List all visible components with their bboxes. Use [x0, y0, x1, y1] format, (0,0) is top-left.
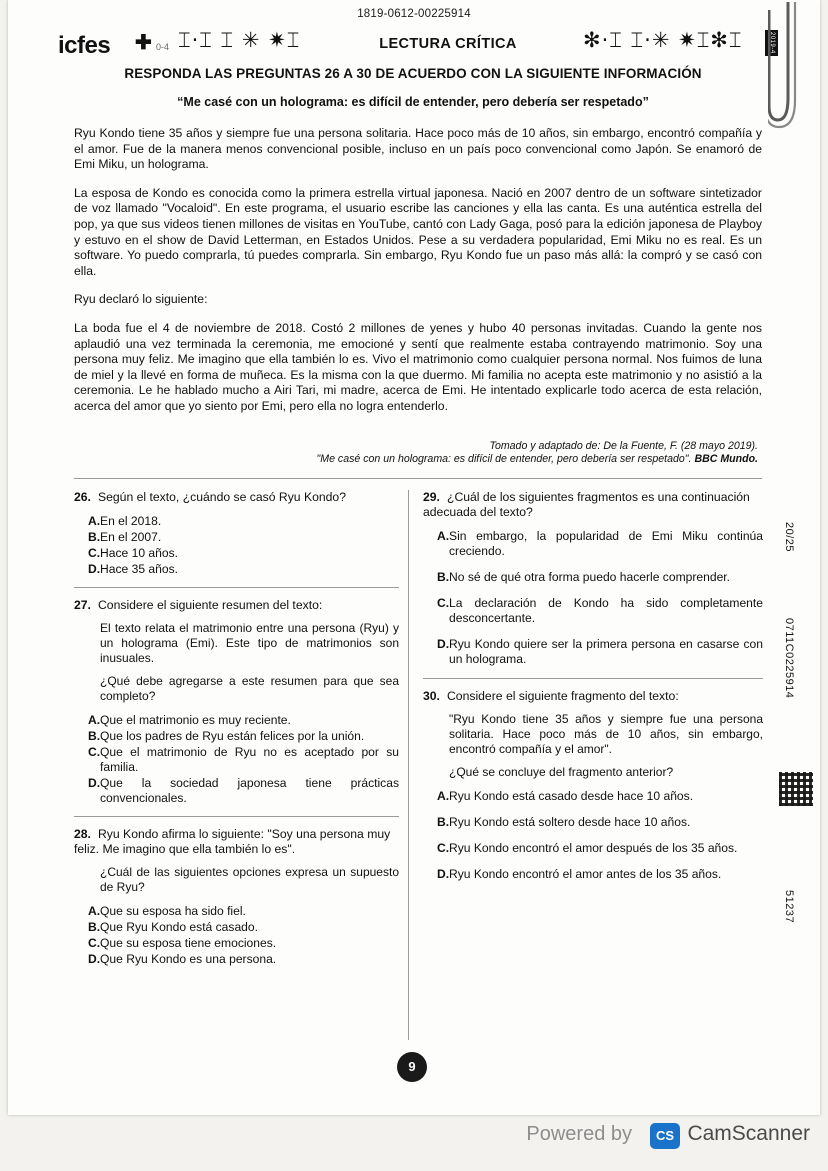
question-28 [74, 827, 399, 967]
question-number: 30. [423, 689, 440, 703]
option-c[interactable] [74, 745, 399, 775]
option-letter: D. [88, 952, 101, 966]
source-publication: BBC Mundo. [694, 453, 758, 465]
options-list [74, 904, 399, 967]
option-d[interactable] [74, 776, 399, 806]
option-text: En el 2018. [100, 514, 162, 528]
margin-code-2: 0711C0225914 [783, 618, 795, 699]
source-citation [258, 440, 758, 466]
question-30 [423, 689, 763, 882]
option-c[interactable] [74, 936, 399, 951]
option-letter: C. [88, 745, 101, 759]
option-a[interactable] [423, 789, 763, 804]
passage-paragraph: Ryu Kondo tiene 35 años y siempre fue una persona solitaria. Hace poco más de 10 años, sin embargo, encontró compañía y el amor. Fue de la manera menos convencional posible, incluso en un país poco convencional como Japón. Se enamoró de Emi Miku, un holograma. [74, 126, 762, 172]
option-text: Que los padres de Ryu están felices por la unión. [100, 729, 365, 743]
reading-passage [74, 126, 762, 428]
source-line-1: Tomado y adaptado de: De la Fuente, F. (28 mayo 2019). [489, 440, 758, 452]
question-heading [74, 490, 399, 505]
question-separator [74, 587, 399, 588]
option-letter: C. [437, 841, 450, 855]
option-text: Que Ryu Kondo está casado. [100, 920, 258, 934]
option-letter: B. [437, 815, 450, 829]
passage-paragraph: Ryu declaró lo siguiente: [74, 292, 208, 307]
question-prompt: ¿Qué debe agregarse a este resumen para que sea completo? [100, 674, 399, 703]
option-letter: A. [88, 904, 101, 918]
camscanner-watermark [0, 1117, 828, 1157]
option-text: Que su esposa tiene emociones. [100, 936, 277, 950]
document-top-code: 1819-0612-00225914 [357, 8, 471, 20]
option-letter: B. [88, 920, 101, 934]
option-a[interactable] [74, 713, 399, 728]
instruction-line: RESPONDA LAS PREGUNTAS 26 A 30 DE ACUERDO CON LA SIGUIENTE INFORMACIÓN [124, 66, 702, 81]
question-stem: Considere el siguiente fragmento del texto: [447, 689, 679, 703]
question-excerpt: El texto relata el matrimonio entre una persona (Ryu) y un holograma (Emi). Este tipo de matrimonios son inusuales. [100, 621, 399, 665]
question-heading [423, 490, 763, 520]
option-letter: D. [437, 867, 450, 881]
option-letter: B. [88, 729, 101, 743]
options-list [74, 713, 399, 806]
reading-title: “Me casé con un holograma: es difícil de entender, pero debería ser respetado” [177, 95, 649, 109]
camscanner-name: CamScanner [687, 1122, 810, 1145]
option-letter: C. [88, 936, 101, 950]
option-text: No sé de qué otra forma puedo hacerle comprender. [449, 570, 731, 584]
option-letter: B. [88, 530, 101, 544]
test-title: LECTURA CRÍTICA [379, 36, 517, 52]
option-d[interactable] [423, 867, 763, 882]
option-a[interactable] [74, 904, 399, 919]
option-b[interactable] [74, 920, 399, 935]
source-line-2: "Me casé con un holograma: es difícil de entender, pero debería ser respetado". [316, 453, 692, 465]
question-number: 27. [74, 598, 91, 612]
option-letter: C. [88, 546, 101, 560]
option-text: Hace 35 años. [100, 562, 178, 576]
option-letter: B. [437, 570, 450, 584]
option-text: Ryu Kondo está casado desde hace 10 años. [449, 789, 694, 803]
question-27 [74, 598, 399, 806]
icfes-star-icon: ✚ [135, 32, 152, 54]
camscanner-logo-icon: CS [650, 1123, 680, 1149]
section-divider [74, 478, 762, 479]
option-text: Ryu Kondo encontró el amor después de los 35 años. [449, 841, 738, 855]
question-separator [423, 678, 763, 679]
question-separator [74, 816, 399, 817]
question-excerpt: "Ryu Kondo tiene 35 años y siempre fue una persona solitaria. Hace poco más de 10 años, sin embargo, encontró compañía y el amor". [449, 712, 763, 756]
option-text: Que el matrimonio es muy reciente. [100, 713, 291, 727]
question-prompt: ¿Cuál de las siguientes opciones expresa un supuesto de Ryu? [100, 865, 399, 894]
question-heading [74, 827, 399, 857]
option-text: Que su esposa ha sido fiel. [100, 904, 246, 918]
questions-column-left [74, 490, 399, 975]
option-letter: A. [437, 789, 450, 803]
option-text: La declaración de Kondo ha sido completamente desconcertante. [449, 596, 763, 625]
powered-by-label: Powered by [526, 1123, 632, 1145]
barcode-left-icon: ⌶·⌶ ⌶ ✳ ✷⌶ [178, 28, 301, 52]
year-badge: 2019-4 [765, 30, 778, 56]
question-stem: Considere el siguiente resumen del texto: [98, 598, 323, 612]
option-letter: A. [88, 713, 101, 727]
option-a[interactable] [74, 514, 399, 529]
margin-code-1: 20/25 [783, 522, 795, 553]
passage-paragraph: La esposa de Kondo es conocida como la primera estrella virtual japonesa. Nació en 2007 dentro de un software sintetizador de voz llamado "Vocaloid". En este programa, el usuario escribe las canciones y ella las canta. Es una auténtica estrella del pop, ya que sus videos tienen millones de visitas en YouTube, cantó con Lady Gaga, posó para la edición japonesa de Playboy y estuvo en el show de David Letterman, en Estados Unidos. Pese a su verdadera popularidad, Emi Miku no es real. Es un software. Yo puedo comprarla, tú puedes comprarla. Sin embargo, Ryu Kondo fue un paso más allá: la compró y se casó con ella. [74, 185, 762, 278]
options-list [423, 789, 763, 882]
document-header [58, 30, 778, 64]
question-heading [423, 689, 763, 704]
option-text: Que el matrimonio de Ryu no es aceptado por su familia. [100, 745, 399, 774]
option-text: Que la sociedad japonesa tiene prácticas convencionales. [100, 776, 399, 805]
option-c[interactable] [74, 546, 399, 561]
page-number: 9 [397, 1052, 427, 1082]
option-letter: A. [88, 514, 101, 528]
option-text: Ryu Kondo está soltero desde hace 10 años. [449, 815, 691, 829]
option-text: Ryu Kondo encontró el amor antes de los 35 años. [449, 867, 722, 881]
option-letter: C. [437, 596, 450, 610]
question-prompt: ¿Qué se concluye del fragmento anterior? [449, 765, 674, 779]
column-divider [408, 490, 409, 1040]
options-list [423, 529, 763, 667]
option-letter: D. [437, 637, 450, 651]
question-number: 29. [423, 490, 440, 504]
option-letter: A. [437, 529, 450, 543]
option-text: Ryu Kondo quiere ser la primera persona en casarse con un holograma. [449, 637, 763, 666]
option-text: Sin embargo, la popularidad de Emi Miku continúa creciendo. [449, 529, 763, 558]
margin-code-3: 51237 [783, 890, 795, 924]
question-29 [423, 490, 763, 667]
option-d[interactable] [74, 562, 399, 577]
option-d[interactable] [423, 637, 763, 667]
options-list [74, 514, 399, 577]
option-text: Hace 10 años. [100, 546, 178, 560]
barcode-right-icon: ✻·⌶ ⌶·✳ ✷⌶✻⌶ [583, 28, 743, 52]
question-stem: Ryu Kondo afirma lo siguiente: "Soy una persona muy feliz. Me imagino que ella también lo es". [74, 827, 391, 856]
header-small-number: 0-4 [156, 42, 170, 52]
option-b[interactable] [423, 815, 763, 830]
icfes-logo: icfes [58, 32, 111, 59]
document-sheet [8, 0, 820, 1115]
question-26 [74, 490, 399, 577]
question-number: 26. [74, 490, 91, 504]
question-number: 28. [74, 827, 91, 841]
option-b[interactable] [423, 570, 763, 585]
option-b[interactable] [74, 530, 399, 545]
questions-column-right [423, 490, 763, 893]
option-letter: D. [88, 562, 101, 576]
question-stem: ¿Cuál de los siguientes fragmentos es una continuación adecuada del texto? [423, 490, 750, 519]
qr-code-icon [779, 772, 813, 806]
option-c[interactable] [423, 841, 763, 856]
question-heading [74, 598, 399, 613]
question-stem: Según el texto, ¿cuándo se casó Ryu Kondo? [98, 490, 346, 504]
passage-paragraph: La boda fue el 4 de noviembre de 2018. Costó 2 millones de yenes y hubo 40 personas invitadas. Cuando la gente nos aplaudió una vez terminada la ceremonia, me emocioné y sentí que realmente estaba contrayendo matrimonio. Soy una persona muy feliz. Me imagino que ella también lo es. Vivo el matrimonio como cualquier persona normal. Nos fuimos de luna de miel y la llevé en forma de muñeca. Es la misma con la que duermo. Mi familia no acepta este matrimonio y no asistió a la ceremonia. Le he hablado mucho a Airi Tari, mi madre, acerca de Emi. He intentado explicarle todo acerca de esta relación, acerca del amor que yo siento por Emi, pero ella no logra entenderlo. [74, 320, 762, 413]
option-a[interactable] [423, 529, 763, 559]
option-b[interactable] [74, 729, 399, 744]
option-c[interactable] [423, 596, 763, 626]
option-text: En el 2007. [100, 530, 162, 544]
option-d[interactable] [74, 952, 399, 967]
option-text: Que Ryu Kondo es una persona. [100, 952, 277, 966]
option-letter: D. [88, 776, 101, 790]
